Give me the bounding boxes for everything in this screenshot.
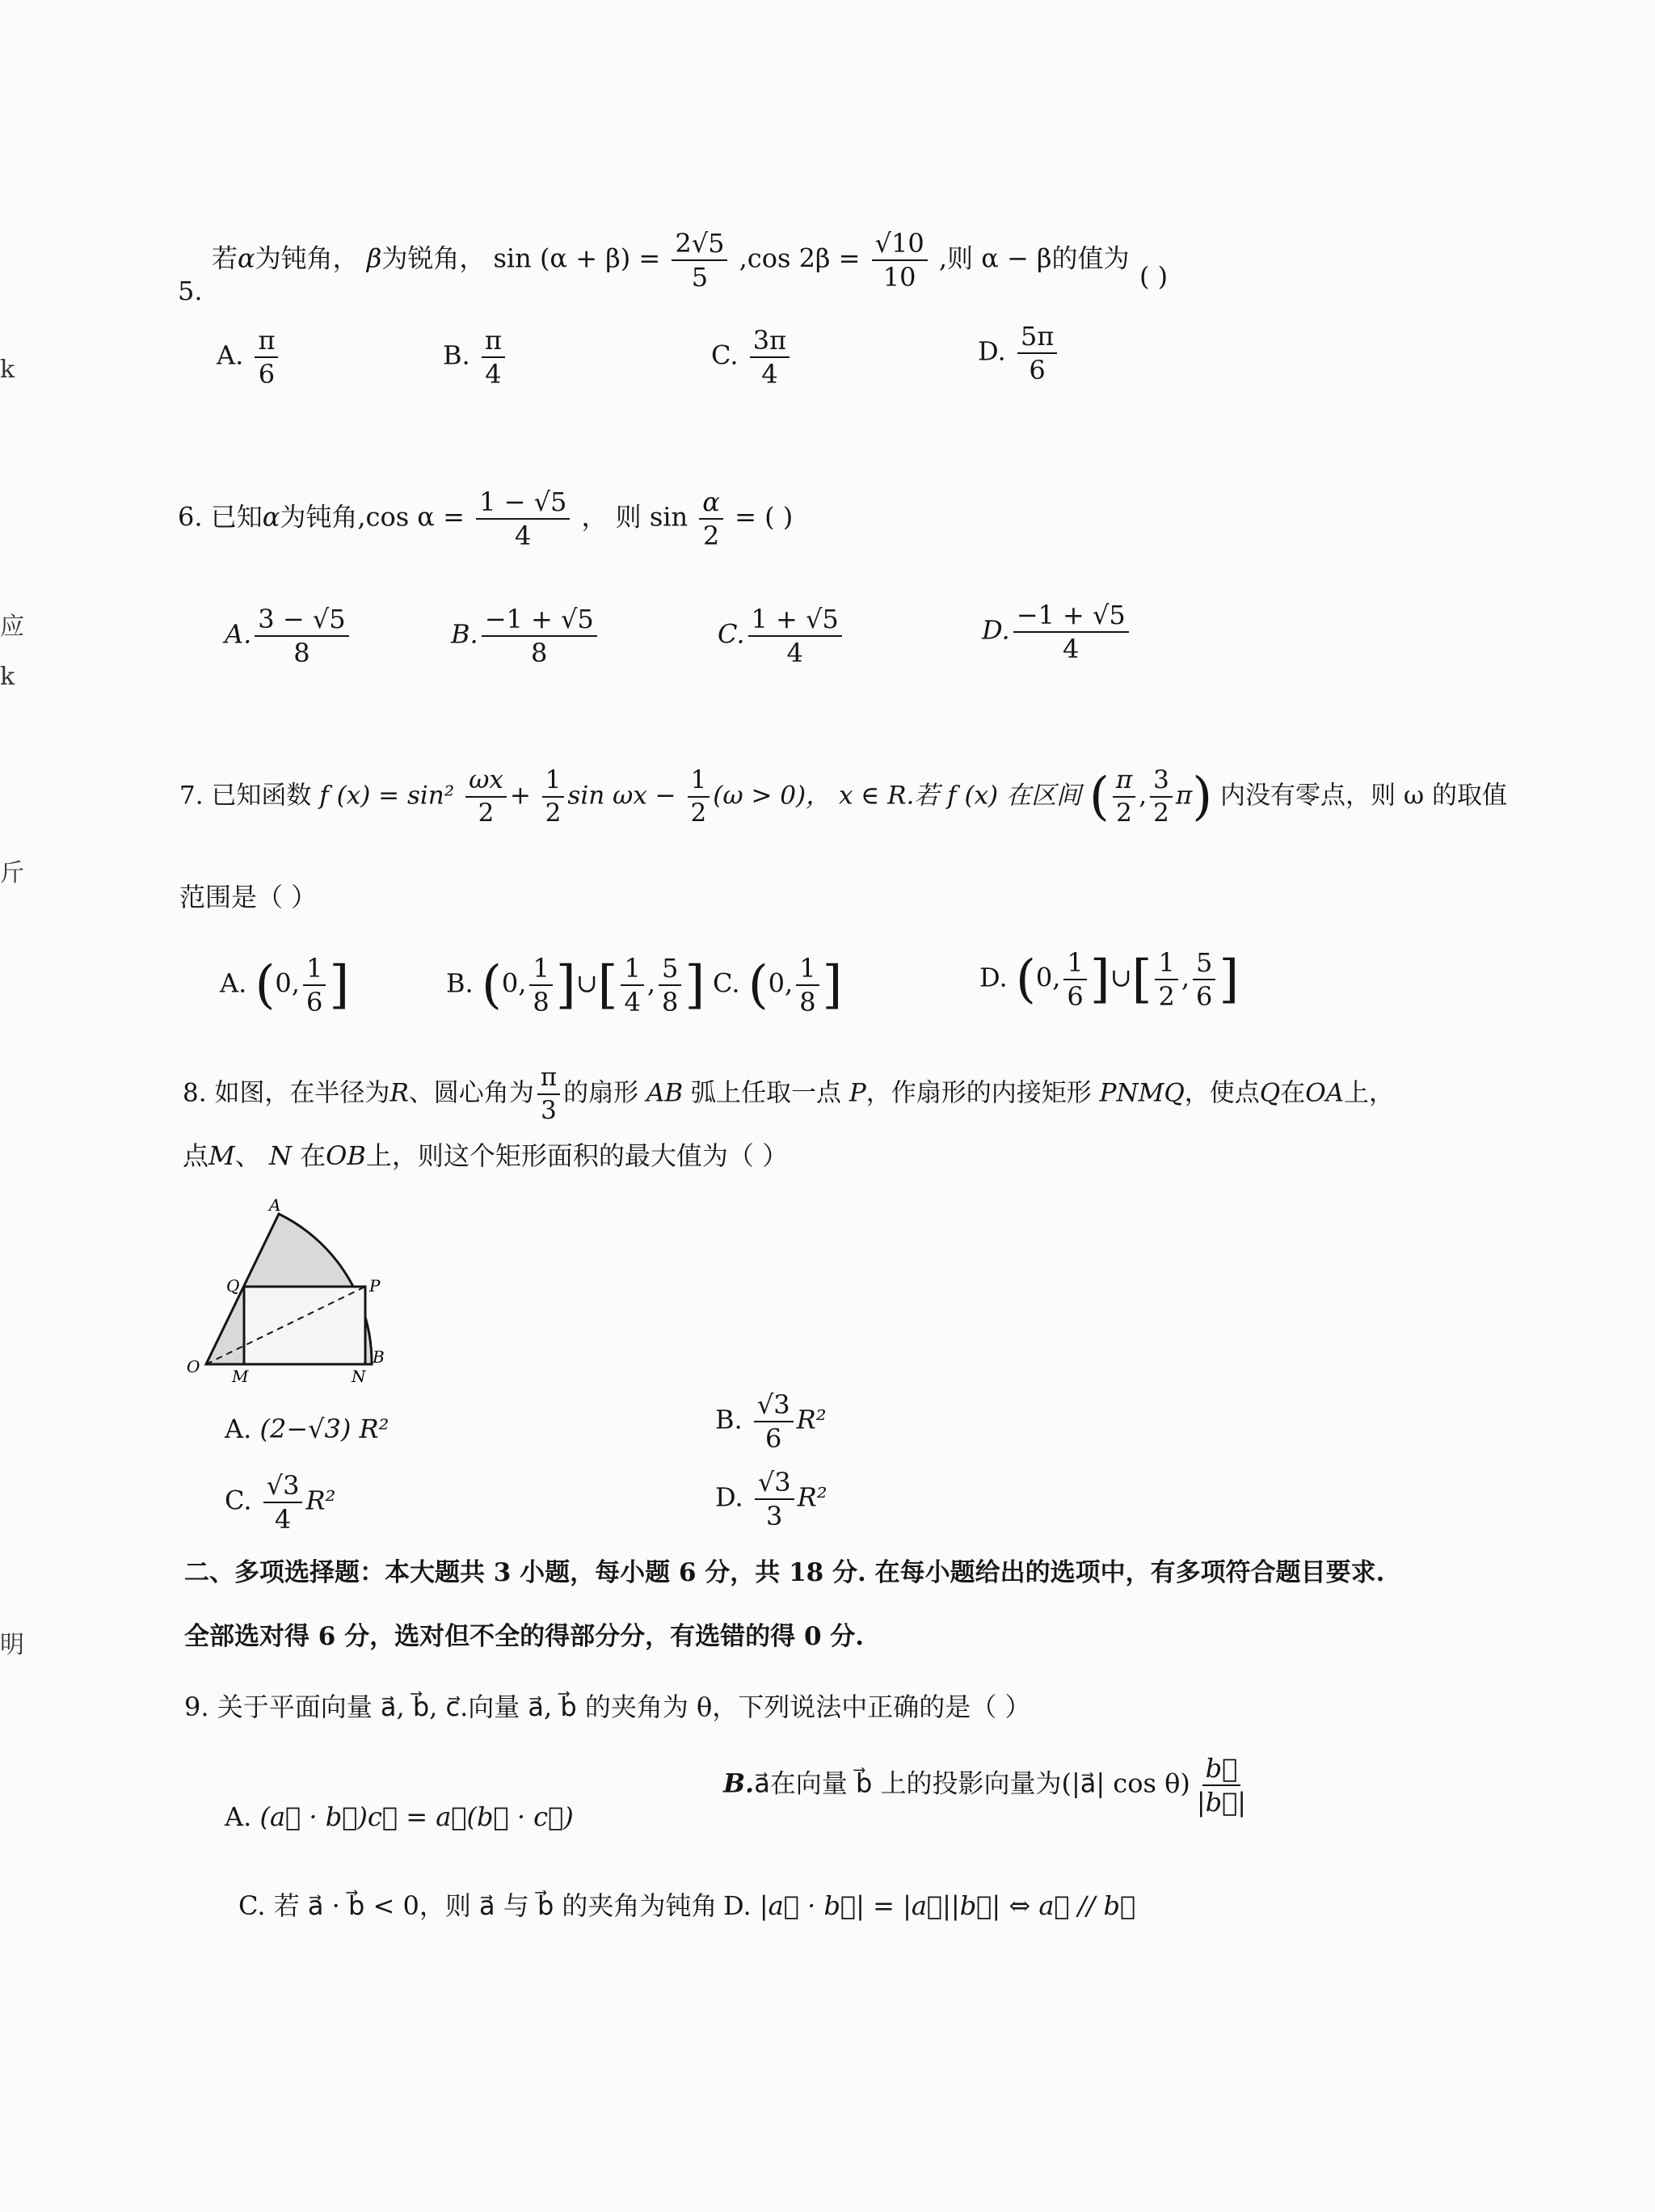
q8-option-a: A. (2−√3) R² <box>225 1414 390 1444</box>
q7-option-b: B. (0, $\frac{1}{8}$ ]∪[ $\frac{1}{4}$ , $\frac{5}{8}$ ] <box>446 953 705 1018</box>
q9-option-c: C. 若 a⃗ · b⃗ < 0，则 a⃗ 与 b⃗ 的夹角为钝角 <box>238 1890 718 1921</box>
q8-option-c: C. $\frac{√3}{4}$ R² <box>225 1470 336 1535</box>
label-N: N <box>352 1367 366 1386</box>
q7-option-a: A. (0, $\frac{1}{6}$ ] <box>220 953 350 1018</box>
inscribed-rectangle <box>244 1287 365 1364</box>
q6-option-c: C. $\frac{1 + √5}{4}$ <box>718 606 845 666</box>
q5-option-d: D. $\frac{5\pi}{6}$ <box>978 323 1060 383</box>
margin-mark: 斤 <box>0 859 24 887</box>
q7-stem: 7. 已知函数 f (x) = sin² $\frac{\omega x}{2}$ + $\frac{1}{2}$ sin ωx − $\frac{1}{2}$ (ω > 0)， x ∈ R.若 f (x) 在区间 ( $\frac{\pi}{2}$ , $\frac{3}{2}$ π) 内没有零点，则 ω 的取值 <box>179 765 1508 828</box>
q5-number: 5. <box>178 276 203 306</box>
margin-mark: k <box>0 356 15 384</box>
q9-option-a: A. (a⃗ · b⃗)c⃗ = a⃗(b⃗ · c⃗) <box>225 1801 574 1832</box>
label-Q: Q <box>226 1276 240 1296</box>
label-O: O <box>187 1357 200 1376</box>
q5-answer-paren: ( ) <box>1139 261 1169 292</box>
q8-option-b: B. $\frac{√3}{6}$ R² <box>715 1389 827 1454</box>
q8-stem: 8. 如图，在半径为R、圆心角为 $\frac{\pi}{3}$ 的扇形 AB 弧上任取一点 P，作扇形的内接矩形 PNMQ，使点Q在OA上， <box>183 1063 1394 1125</box>
q7-option-d: D. (0, $\frac{1}{6}$ ]∪[ $\frac{1}{2}$ , $\frac{5}{6}$ ] <box>979 947 1240 1012</box>
q8-option-d: D. $\frac{√3}{3}$ R² <box>715 1467 828 1532</box>
label-M: M <box>232 1367 249 1386</box>
q7-stem-line2: 范围是（ ） <box>179 882 318 912</box>
q6-option-d: D. $\frac{-1 + √5}{4}$ <box>982 602 1132 662</box>
label-A: A <box>269 1196 281 1215</box>
q5-option-b: B. $\frac{\pi}{4}$ <box>443 327 508 387</box>
q5-option-a: A. $\frac{\pi}{6}$ <box>217 327 281 387</box>
q7-option-c: C. (0, $\frac{1}{8}$ ] <box>713 953 843 1018</box>
label-B: B <box>373 1347 385 1367</box>
q6-option-b: B. $\frac{-1 + √5}{8}$ <box>451 606 600 666</box>
q8-stem-line2: 点M、 N 在OB上，则这个矩形面积的最大值为（ ） <box>183 1140 789 1171</box>
q5-stem: 若α为钝角， β为锐角， sin (α + β) = $\frac{2√5}{5}$ ,cos 2β = $\frac{√10}{10}$ ,则 α − β的值为 <box>212 228 1130 293</box>
q5-option-c: C. $\frac{3\pi}{4}$ <box>711 327 793 387</box>
margin-mark: 明 <box>0 1631 24 1659</box>
margin-mark: k <box>0 663 15 691</box>
margin-mark: 应 <box>0 613 24 641</box>
sector-figure <box>182 1196 400 1386</box>
q9-option-d: D. |a⃗ · b⃗| = |a⃗||b⃗| ⇔ a⃗ // b⃗ <box>723 1890 1136 1921</box>
q6-option-a: A. $\frac{3 - √5}{8}$ <box>225 606 352 666</box>
q6-stem: 6. 已知α为钝角,cos α = $\frac{1 - √5}{4}$ ， 则 sin $\frac{\alpha}{2}$ = ( ) <box>178 487 794 551</box>
q9-stem: 9. 关于平面向量 a⃗, b⃗, c⃗.向量 a⃗, b⃗ 的夹角为 θ，下列说法中正确的是（ ） <box>184 1692 1031 1722</box>
label-P: P <box>369 1276 381 1296</box>
section2-heading: 二、多项选择题：本大题共 3 小题，每小题 6 分，共 18 分. 在每小题给出的选项中，有多项符合题目要求. <box>184 1558 1385 1587</box>
section2-instructions: 全部选对得 6 分，选对但不全的得部分分，有选错的得 0 分. <box>184 1622 865 1651</box>
q9-option-b: B.a⃗在向量 b⃗ 上的投影向量为(|a⃗| cos θ) $\frac{b⃗}{|b⃗|}$ <box>723 1753 1247 1818</box>
